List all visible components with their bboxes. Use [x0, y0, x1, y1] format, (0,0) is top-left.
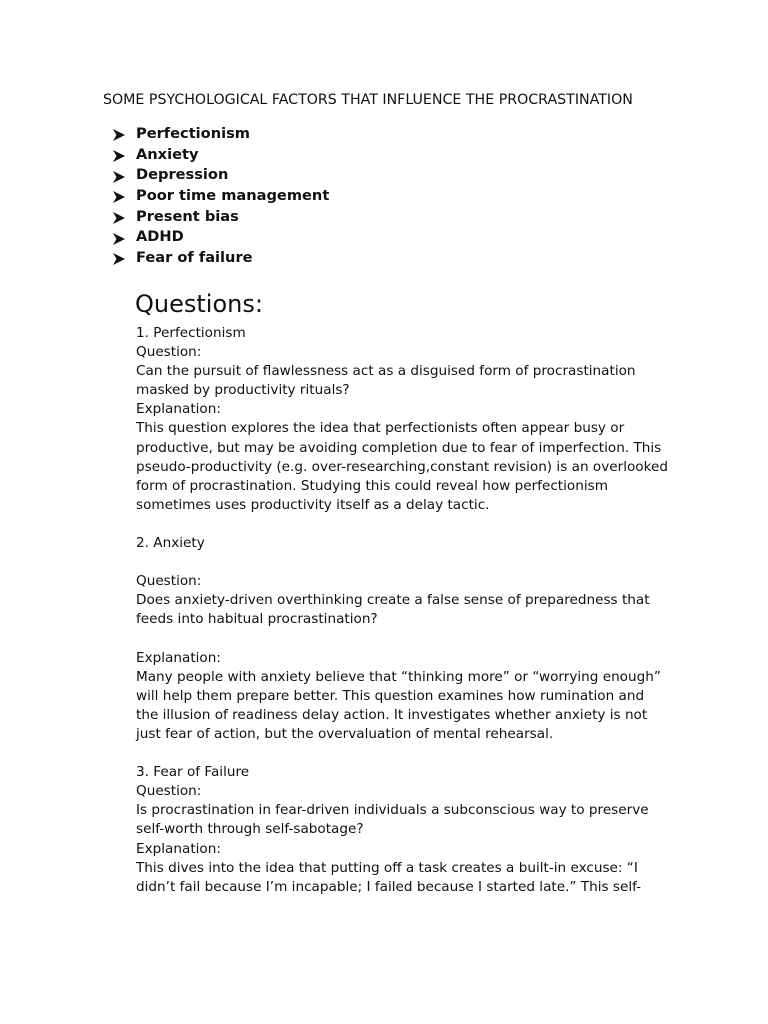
- question-text-line: Can the pursuit of flawlessness act as a disguised form of procrastination: [136, 363, 636, 380]
- explanation-label: Explanation:: [136, 649, 221, 666]
- factor-list: [112, 124, 329, 269]
- arrowhead-bullet-icon: [112, 148, 136, 162]
- question-label: Question:: [136, 344, 202, 361]
- questions-body: [136, 324, 696, 897]
- list-item-label: Perfectionism: [136, 125, 250, 142]
- question-text-line: Does anxiety-driven overthinking create a false sense of preparedness that: [136, 592, 650, 609]
- explanation-label: Explanation:: [136, 401, 221, 418]
- document-title: SOME PSYCHOLOGICAL FACTORS THAT INFLUENCE THE PROCRASTINATION: [103, 92, 633, 108]
- explanation-text-line: pseudo-productivity (e.g. over-researching,constant revision) is an overlooked: [136, 458, 668, 475]
- arrowhead-bullet-icon: [112, 189, 136, 203]
- explanation-text-line: didn’t fail because I’m incapable; I failed because I started late.” This self-: [136, 878, 642, 895]
- list-item-label: Fear of failure: [136, 249, 253, 267]
- question-text-line: feeds into habitual procrastination?: [136, 611, 378, 628]
- arrowhead-bullet-icon: [112, 251, 136, 265]
- explanation-text-line: the illusion of readiness delay action. It investigates whether anxiety is not: [136, 706, 648, 723]
- questions-heading: Questions:: [135, 290, 263, 318]
- list-item-label: Anxiety: [136, 145, 199, 163]
- list-item: [112, 227, 329, 248]
- list-item-label: Depression: [136, 166, 229, 184]
- question-text-line: Is procrastination in fear-driven individuals a subconscious way to preserve: [136, 802, 649, 819]
- explanation-text-line: just fear of action, but the overvaluation of mental rehearsal.: [136, 725, 554, 742]
- explanation-text-line: productive, but may be avoiding completion due to fear of imperfection. This: [136, 439, 662, 456]
- list-item: [112, 207, 329, 228]
- explanation-text-line: will help them prepare better. This question examines how rumination and: [136, 687, 645, 704]
- question-text-line: masked by productivity rituals?: [136, 382, 350, 399]
- explanation-text-line: form of procrastination. Studying this could reveal how perfectionism: [136, 477, 608, 494]
- section-heading: 3. Fear of Failure: [136, 764, 250, 781]
- list-item-label: Present bias: [136, 207, 239, 225]
- list-item: [112, 145, 329, 166]
- section-heading: 2. Anxiety: [136, 535, 205, 552]
- paragraph-gap: [136, 744, 696, 763]
- question-text-line: self-worth through self-sabotage?: [136, 821, 364, 838]
- list-item: [112, 186, 329, 207]
- question-label: Question:: [136, 573, 202, 590]
- list-item-label: Poor time management: [136, 187, 330, 205]
- arrowhead-bullet-icon: [112, 231, 136, 245]
- arrowhead-bullet-icon: [112, 169, 136, 183]
- paragraph-gap: [136, 515, 696, 534]
- list-item: [112, 165, 329, 186]
- arrowhead-bullet-icon: [112, 127, 136, 141]
- explanation-text-line: This question explores the idea that perfectionists often appear busy or: [136, 420, 625, 437]
- explanation-label: Explanation:: [136, 840, 221, 857]
- explanation-text-line: This dives into the idea that putting off a task creates a built-in excuse: “I: [136, 859, 638, 876]
- explanation-text-line: sometimes uses productivity itself as a delay tactic.: [136, 496, 490, 513]
- list-item: [112, 248, 329, 269]
- explanation-text-line: Many people with anxiety believe that “thinking more” or “worrying enough”: [136, 668, 661, 685]
- section-heading: 1. Perfectionism: [136, 325, 246, 341]
- list-item: [112, 124, 329, 145]
- arrowhead-bullet-icon: [112, 210, 136, 224]
- question-label: Question:: [136, 783, 202, 800]
- paragraph-gap: [136, 630, 696, 649]
- list-item-label: ADHD: [136, 228, 184, 246]
- paragraph-gap: [136, 553, 696, 572]
